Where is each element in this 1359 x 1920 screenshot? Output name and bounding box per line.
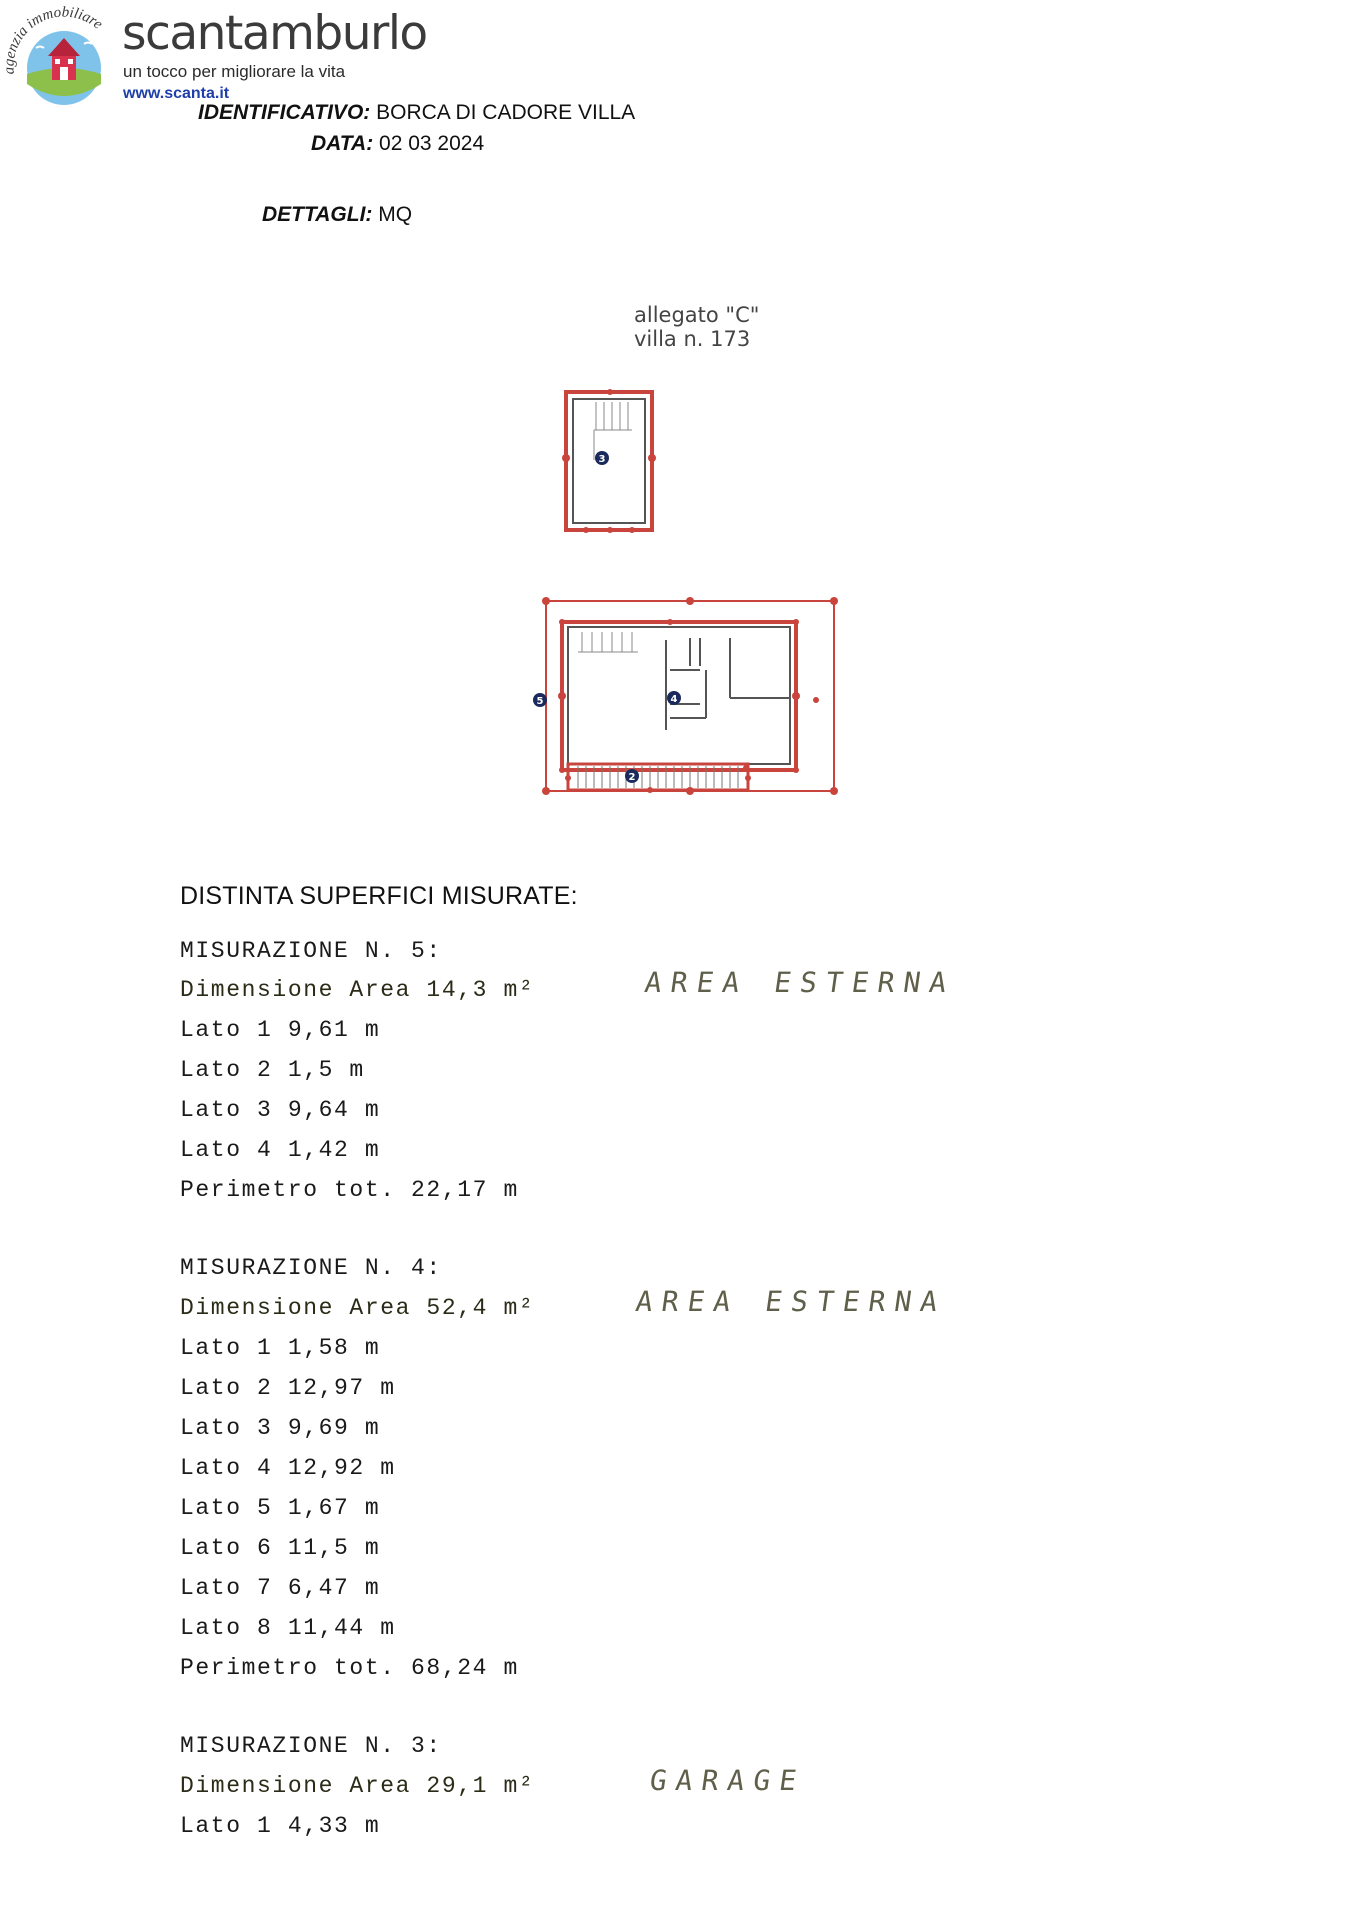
svg-text:3: 3	[598, 454, 606, 465]
logo-arc-text: agenzia immobiliare	[1, 4, 106, 75]
measurement-3-handwritten-note: GARAGE	[647, 1764, 808, 1797]
logo-house-icon	[0, 0, 122, 112]
measurement-4-perimetro: Perimetro tot. 68,24 m	[180, 1655, 519, 1681]
measurement-3-area: Dimensione Area 29,1 m²	[180, 1773, 535, 1799]
drawing-note	[634, 303, 759, 351]
marker-5	[533, 693, 547, 707]
measurement-5-handwritten-note: AREA ESTERNA	[642, 966, 958, 999]
marker-2	[625, 769, 639, 783]
measurement-4-lato-5: Lato 5 1,67 m	[180, 1495, 381, 1521]
measurement-4-lato-2: Lato 2 12,97 m	[180, 1375, 396, 1401]
identificativo-label: IDENTIFICATIVO:	[198, 101, 371, 124]
measurement-5-heading: MISURAZIONE N. 5:	[180, 938, 442, 964]
measurement-5-lato-4: Lato 4 1,42 m	[180, 1137, 381, 1163]
brand-name: scantamburlo	[122, 6, 427, 61]
identificativo-value: BORCA DI CADORE VILLA	[376, 101, 636, 124]
identificativo-row	[198, 101, 635, 125]
drawing-note-line1: allegato "C"	[634, 303, 760, 327]
section-title: DISTINTA SUPERFICI MISURATE:	[180, 882, 578, 910]
dettagli-value: MQ	[378, 203, 413, 226]
measurement-5-lato-3: Lato 3 9,64 m	[180, 1097, 381, 1123]
svg-text:5: 5	[536, 696, 544, 707]
measurement-3-lato-1: Lato 1 4,33 m	[180, 1813, 381, 1839]
measurement-5-area: Dimensione Area 14,3 m²	[180, 977, 535, 1003]
measurement-5-lato-1: Lato 1 9,61 m	[180, 1017, 381, 1043]
measurement-4-lato-6: Lato 6 11,5 m	[180, 1535, 381, 1561]
measurement-4-area: Dimensione Area 52,4 m²	[180, 1295, 535, 1321]
dettagli-label: DETTAGLI:	[262, 203, 373, 226]
floor-plan-drawing	[520, 370, 860, 830]
marker-4	[667, 691, 681, 705]
brand-tagline: un tocco per migliorare la vita	[123, 62, 346, 81]
data-value: 02 03 2024	[379, 132, 485, 155]
brand-logo	[0, 0, 122, 112]
floor-plan-lower	[542, 597, 838, 795]
marker-3	[595, 451, 609, 465]
floor-plan-upper	[562, 389, 656, 533]
data-row	[311, 132, 484, 156]
measurement-4-lato-7: Lato 7 6,47 m	[180, 1575, 381, 1601]
measurement-4-lato-1: Lato 1 1,58 m	[180, 1335, 381, 1361]
measurement-4-lato-4: Lato 4 12,92 m	[180, 1455, 396, 1481]
data-label: DATA:	[311, 132, 374, 155]
measurement-4-heading: MISURAZIONE N. 4:	[180, 1255, 442, 1281]
measurement-3-heading: MISURAZIONE N. 3:	[180, 1733, 442, 1759]
measurement-4-lato-3: Lato 3 9,69 m	[180, 1415, 381, 1441]
measurement-4-lato-8: Lato 8 11,44 m	[180, 1615, 396, 1641]
dettagli-row	[262, 203, 412, 227]
svg-text:2: 2	[628, 772, 636, 783]
drawing-note-line2: villa n. 173	[634, 327, 751, 351]
measurement-5-perimetro: Perimetro tot. 22,17 m	[180, 1177, 519, 1203]
brand-url-link[interactable]: www.scanta.it	[123, 85, 230, 102]
measurement-5-lato-2: Lato 2 1,5 m	[180, 1057, 365, 1083]
svg-text:4: 4	[670, 694, 678, 705]
measurement-4-handwritten-note: AREA ESTERNA	[633, 1285, 949, 1318]
